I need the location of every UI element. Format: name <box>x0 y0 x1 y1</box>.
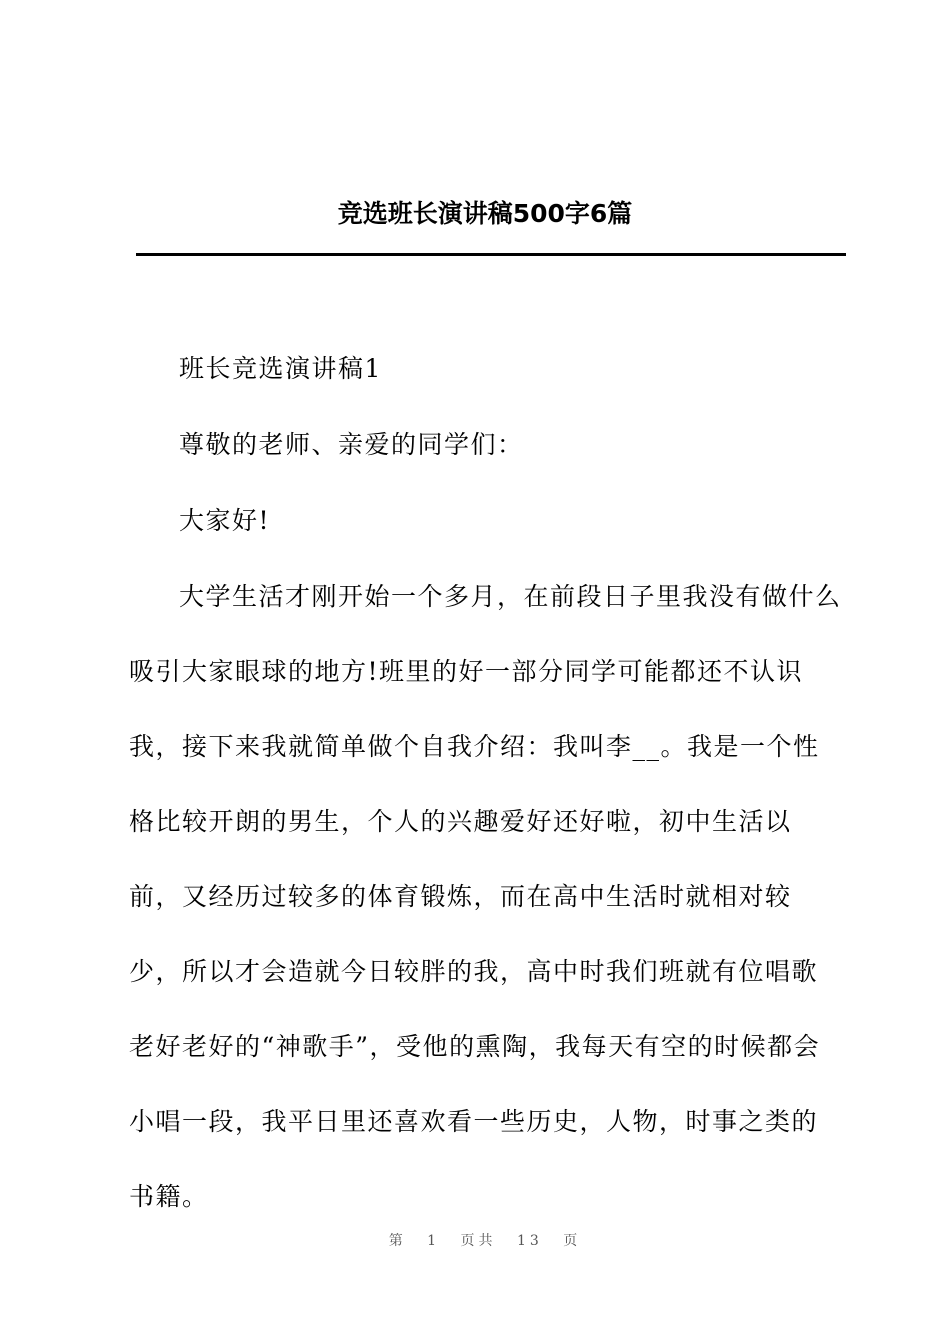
footer-total-pages: 13 <box>517 1233 543 1249</box>
section-heading: 班长竞选演讲稿1 <box>179 354 382 383</box>
page-footer <box>0 1230 950 1250</box>
document-body <box>129 350 843 1272</box>
page-title: 竞选班长演讲稿500字6篇 <box>337 199 633 228</box>
greeting: 大家好! <box>179 506 271 535</box>
footer-suffix: 页 <box>563 1233 582 1249</box>
body-paragraph: 大学生活才刚开始一个多月，在前段日子里我没有做什么吸引大家眼球的地方!班里的好一部分同学可能都还不认识我，接下来我就简单做个自我介绍：我叫李__。我是一个性格比较开朗的男生，个人的兴趣爱好还好啦，初中生活以前，又经历过较多的体育锻炼，而在高中生活时就相对较少，所以才会造就今日较胖的我，高中时我们班就有位唱歌老好老好的“神歌手”，受他的熏陶，我每天有空的时候都会小唱一段，我平日里还喜欢看一些历史，人物，时事之类的书籍。 <box>129 582 842 1211</box>
title-divider <box>136 253 846 256</box>
footer-prefix: 第 <box>388 1233 407 1249</box>
footer-mid: 页共 <box>460 1233 497 1249</box>
salutation: 尊敬的老师、亲爱的同学们： <box>179 430 524 459</box>
footer-page-number: 1 <box>427 1233 441 1249</box>
